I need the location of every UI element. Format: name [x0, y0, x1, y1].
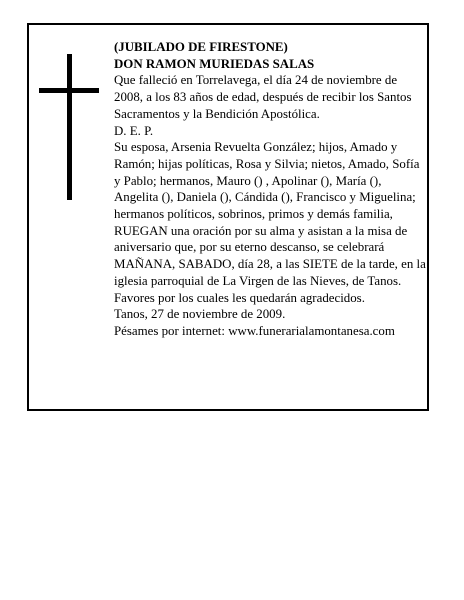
mass-request: RUEGAN una oración por su alma y asistan a la misa de aniversario que, por su eterno descanso, se celebrará MAÑANA, SABADO, día 28, a las SIETE de la tarde, en la iglesia parroquial de La Virgen de las Nieves, de Tanos. Favores por los cuales les quedarán agradecidos.	[114, 223, 426, 305]
obituary-notice	[27, 23, 429, 411]
family-list: Su esposa, Arsenia Revuelta González; hijos, Amado y Ramón; hijas políticas, Rosa y Silvia; nietos, Amado, Sofía y Pablo; hermanos, Mauro () , Apolinar (), María (), Angelita (), Daniela (), Cándida (), Francisco y Miguelina; hermanos políticos, sobrinos, primos y demás familia,	[114, 140, 420, 222]
cross-vertical-bar	[67, 54, 72, 200]
notice-text	[114, 39, 426, 340]
condolences-line: Pésames por internet: www.funerarialamontanesa.com	[114, 323, 395, 338]
notice-heading: (JUBILADO DE FIRESTONE)	[114, 40, 288, 54]
notice-date: Tanos, 27 de noviembre de 2009.	[114, 307, 286, 322]
cross-horizontal-bar	[39, 88, 99, 93]
deceased-name: DON RAMON MURIEDAS SALAS	[114, 56, 315, 71]
rip-line: D. E. P.	[114, 123, 154, 138]
cross-icon	[39, 54, 99, 200]
death-announcement: Que falleció en Torrelavega, el día 24 de noviembre de 2008, a los 83 años de edad, después de recibir los Santos Sacramentos y la Bendición Apostólica.	[114, 73, 412, 121]
